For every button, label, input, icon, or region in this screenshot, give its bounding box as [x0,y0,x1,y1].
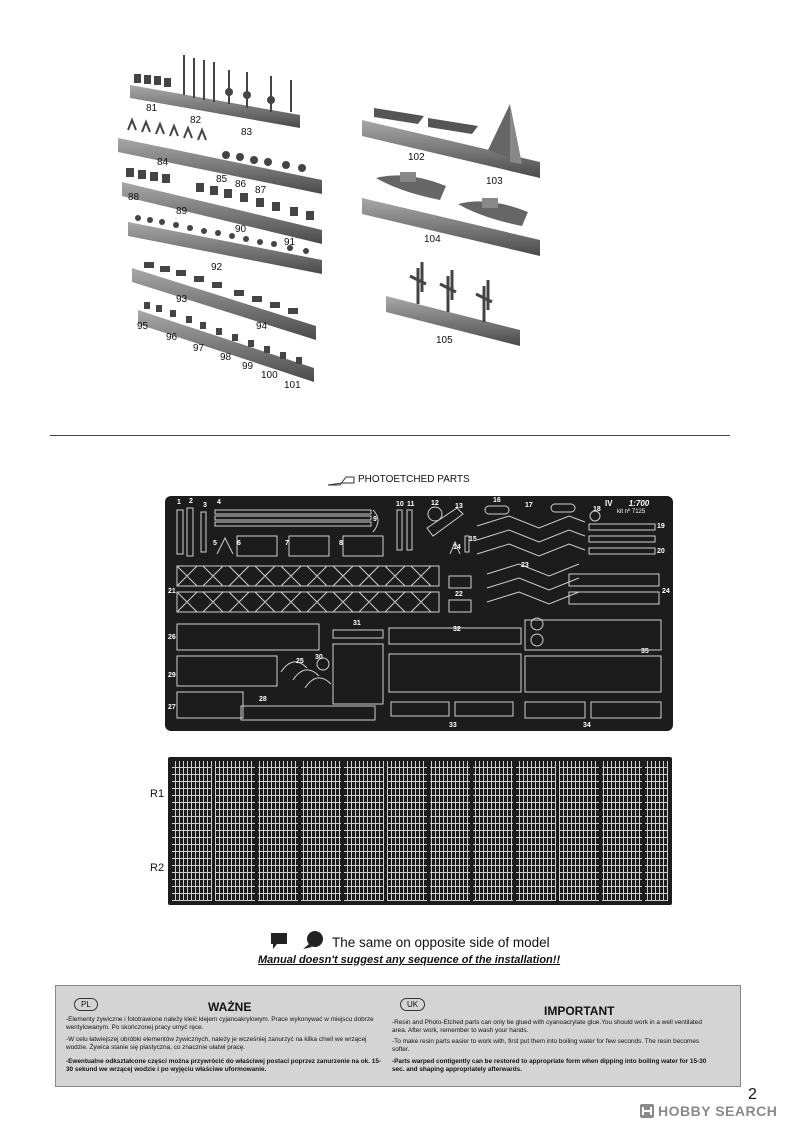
resin-label: 86 [235,179,247,190]
page-number: 2 [748,1086,757,1103]
badge-uk: UK [400,998,425,1011]
pe-part-label: 8 [339,540,343,547]
pe-part-label: 10 [396,501,404,508]
pe-part-label: 6 [237,540,241,547]
notice-pl-p2: -W celu łatwiejszej obróbki elementów żywicznych, należy je wcześniej zanurzyć na kilka chwil we wrzącej wodzie. Żywica stanie się plastyczna, co znacznie ułatwi pracę. [66,1036,367,1051]
railing-strips [172,761,668,901]
pe-part-label: 9 [373,516,377,523]
resin-label: 99 [242,361,254,372]
pe-scale: 1:700 [628,499,650,508]
resin-bar-2 [118,138,322,194]
watermark-text: HOBBY SEARCH [658,1103,778,1119]
resin-label: 83 [241,127,253,138]
pe-part-label: 29 [168,672,176,679]
resin-label: 105 [436,335,453,346]
resin-label: 89 [176,206,188,217]
badge-pl: PL [74,998,98,1011]
pe-kit-number: kit nº 7125 [617,509,646,515]
notice-uk-p3: -Parts warped contigently can be restored to appropriate form when dipping into boiling water for 15-30 sec. and shaping appropriately afterwards. [392,1058,707,1073]
speech-bubble-square-icon [270,932,288,950]
resin-label: 96 [166,332,178,343]
pe-part-label: 30 [315,654,323,661]
resin-label: 92 [211,262,223,273]
legend-sequence-note: Manual doesn't suggest any sequence of the installation!! [258,954,561,966]
resin-label: 82 [190,115,202,126]
pe-part-label: 19 [657,523,665,530]
resin-bar-8 [362,198,540,256]
pe-brand-logo: IV [605,499,613,508]
photoetched-title: PHOTOETCHED PARTS [358,474,470,485]
pe-part-label: 26 [168,634,176,641]
notice-pl-p1: -Elementy żywiczne i fototrawione należy kleić klejem cyjanoakrylowym. Prace wykonywać w miejscu dobrze wentylowanym. Po skończonej pracy umyć ręce. [66,1016,374,1031]
pe-part-label: 3 [203,502,207,509]
pe-part-label: 18 [593,506,601,513]
notice-pl-p3: -Ewentualne odkształcone części można przywrócić do właściwej postaci poprzez zanurzenie na ok. 15-30 sekund we wrzącej wodzie i po wyjęciu właściwe uformowanie. [66,1058,382,1073]
pe-part-label: 7 [285,540,289,547]
resin-label: 104 [424,234,441,245]
resin-bar-9 [386,296,520,346]
pe-part-label: 31 [353,620,361,627]
resin-label: 97 [193,343,205,354]
resin-label: 84 [157,157,169,168]
pe-part-label: 22 [455,591,463,598]
pe-fret-icon [326,475,356,487]
notice-uk-p2: -To make resin parts easier to work with, first put them into boiling water for few seconds. The resin becomes softer. [392,1038,700,1053]
pe-brand [605,499,649,508]
pe-part-label: 33 [449,722,457,729]
pe-fret [165,496,673,731]
railing-fret [168,757,672,905]
speech-bubble-round-icon [302,931,324,949]
railing-label-r2: R2 [150,862,165,874]
resin-label: 103 [486,176,503,187]
pe-part-label: 23 [521,562,529,569]
pe-part-label: 16 [493,497,501,504]
pe-part-label: 2 [189,498,193,505]
notice-box [55,985,741,1087]
resin-label: 88 [128,192,140,203]
resin-sprues-drawing [0,0,800,420]
resin-label: 102 [408,152,425,163]
pe-x-pattern [177,566,431,612]
pe-part-label: 4 [217,499,221,506]
pe-part-label: 11 [407,501,415,508]
resin-label: 101 [284,380,301,391]
railing-label-r1: R1 [150,788,165,800]
hobby-search-logo-icon [640,1104,654,1118]
pe-part-label: 15 [469,536,477,543]
pe-part-label: 14 [453,544,461,551]
resin-label: 100 [261,370,278,381]
pe-part-label: 1 [177,499,181,506]
pe-part-label: 25 [296,658,304,665]
notice-title-pl: WAŻNE [208,1000,252,1014]
pe-part-label: 28 [259,696,267,703]
pe-part-label: 20 [657,548,665,555]
resin-label: 87 [255,185,267,196]
pe-part-label: 32 [453,626,461,633]
notice-uk-p1: -Resin and Photo-Etched parts can only be glued with cyanoacrylate glue.You should work in a well ventilated area. After work, remember to wash your hands. [392,1019,702,1034]
pe-part-label: 13 [455,503,463,510]
legend [258,930,630,970]
resin-label: 98 [220,352,232,363]
resin-label: 85 [216,174,228,185]
notice-title-uk: IMPORTANT [544,1004,615,1018]
pe-part-label: 34 [583,722,591,729]
pe-part-label: 24 [662,588,670,595]
resin-label: 93 [176,294,188,305]
pe-part-label: 12 [431,500,439,507]
resin-label: 91 [284,237,296,248]
pe-part-label: 27 [168,704,176,711]
pe-part-label: 17 [525,502,533,509]
pe-part-label: 21 [168,588,176,595]
resin-label: 94 [256,321,268,332]
resin-label: 95 [137,321,149,332]
pe-part-label: 5 [213,540,217,547]
section-divider [50,435,730,436]
pe-fret-drawing [165,496,673,731]
legend-same-side: The same on opposite side of model [332,935,550,950]
resin-label: 81 [146,103,158,114]
resin-label: 90 [235,224,247,235]
pe-part-label: 35 [641,648,649,655]
